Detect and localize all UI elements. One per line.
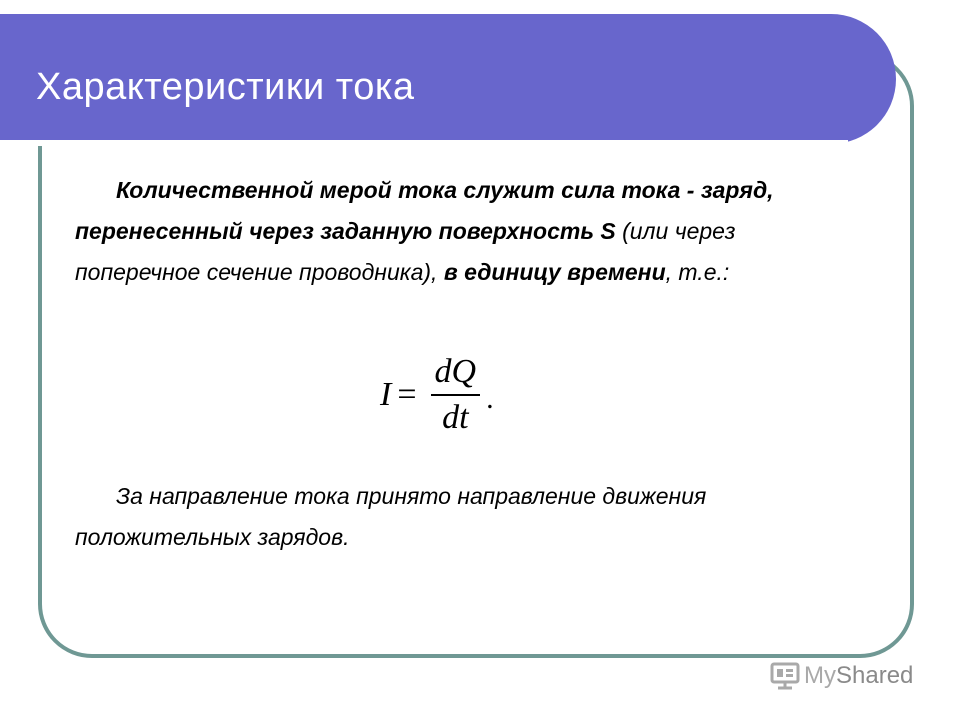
formula-lhs: I [380, 376, 392, 413]
formula-denominator: dt [442, 399, 469, 436]
definition-unit-time-text: в единицу времени [443, 259, 666, 285]
formula-numerator: dQ [431, 354, 481, 396]
definition-bold-text: Количественной мерой тока служит сила тока - заряд, перенесенный через заданную поверхность S [75, 177, 774, 244]
myshared-watermark [770, 656, 913, 696]
formula-equals: = [397, 376, 417, 413]
current-formula [380, 350, 494, 440]
presentation-icon [770, 661, 800, 691]
watermark-text-my: My [804, 662, 836, 689]
definition-tail-text: , т.е.: [665, 259, 730, 285]
formula-period: . [486, 382, 494, 415]
slide-title: Характеристики тока [36, 66, 415, 108]
paragraph-definition [75, 170, 835, 293]
title-bar [0, 14, 896, 144]
paragraph-direction [75, 476, 835, 558]
direction-text: За направление тока принято направление движения положительных зарядов. [75, 483, 707, 550]
title-underline [0, 140, 848, 146]
formula-fraction [431, 354, 481, 436]
definition-note-text: (или через поперечное сечение проводника), [75, 218, 736, 285]
watermark-text-shared: Shared [836, 662, 914, 689]
